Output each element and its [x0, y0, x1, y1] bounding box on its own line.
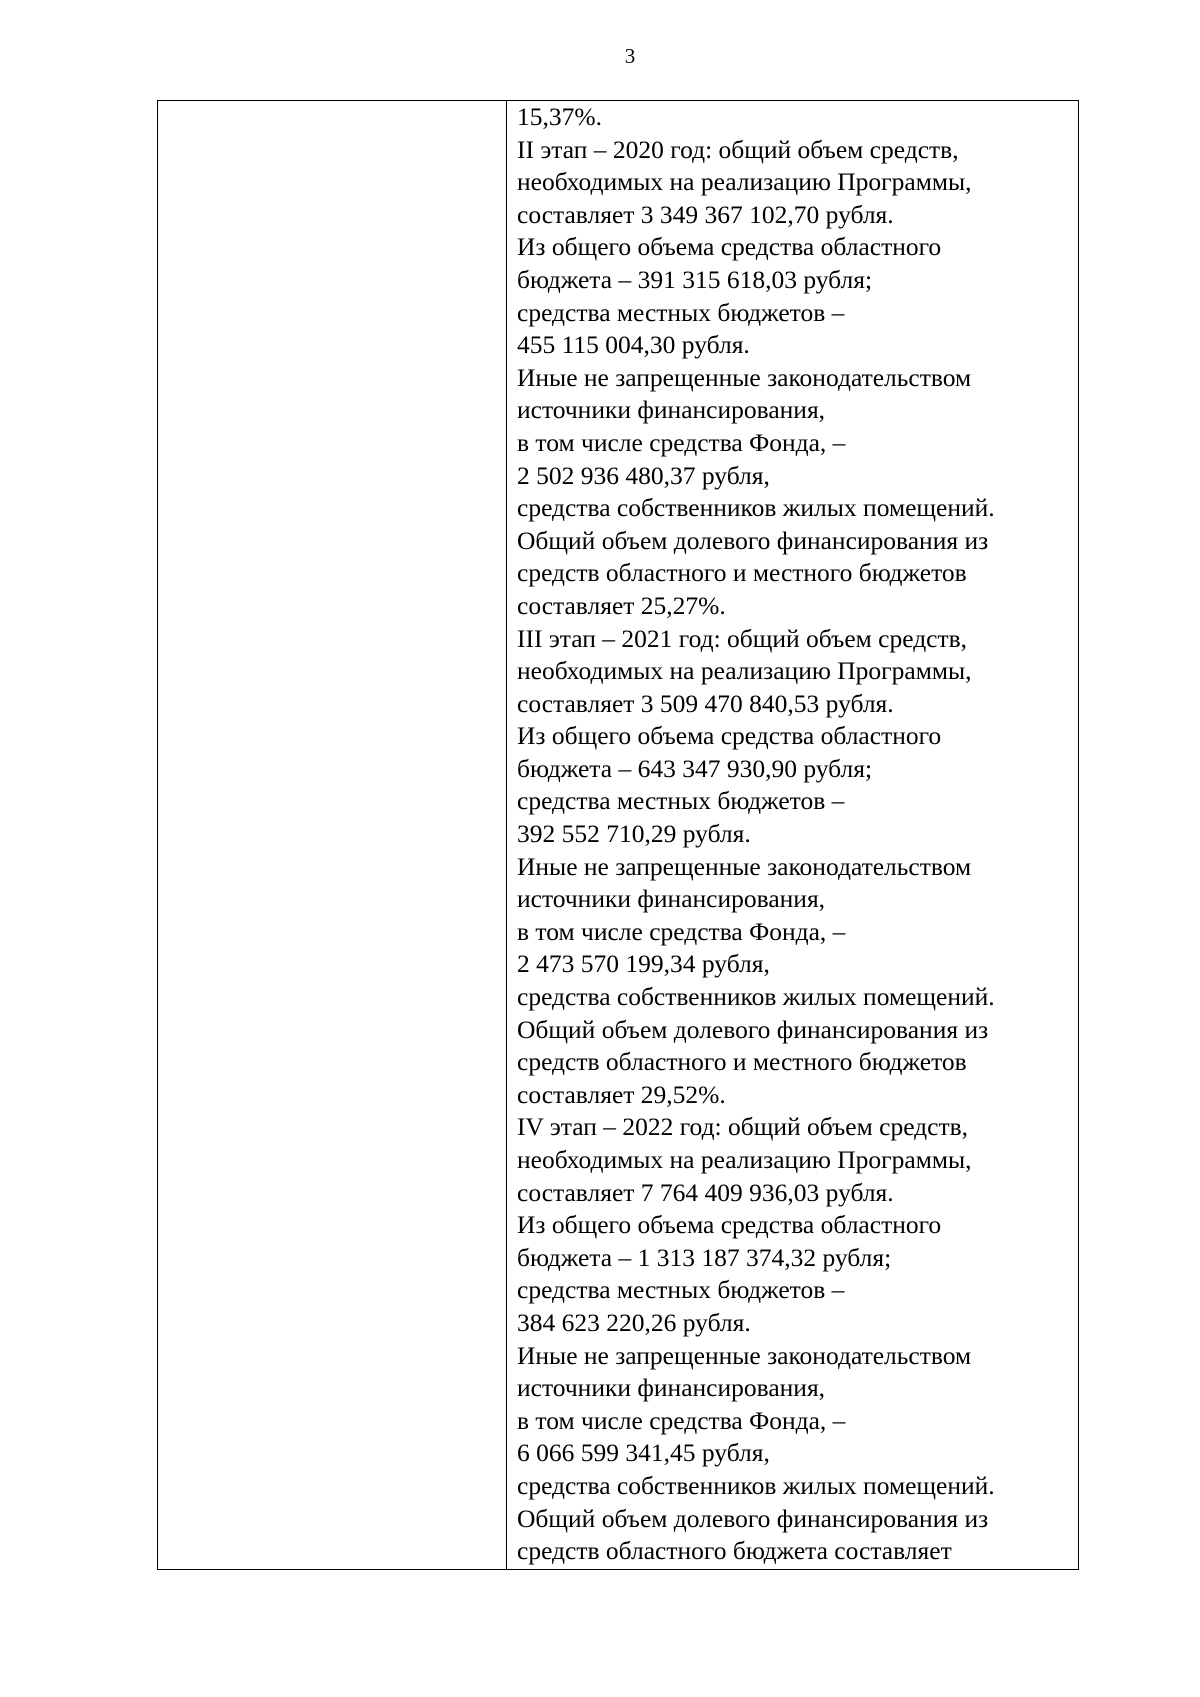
text-line: бюджета – 643 347 930,90 рубля;: [517, 753, 873, 783]
text-line: составляет 25,27%.: [517, 590, 726, 620]
text-line: 15,37%.: [517, 102, 602, 131]
text-line: Общий объем долевого финансирования из: [517, 1014, 989, 1044]
text-line: Иные не запрещенные законодательством: [517, 362, 972, 392]
text-line: составляет 3 509 470 840,53 рубля.: [517, 688, 894, 718]
text-line: источники финансирования,: [517, 395, 826, 425]
table-right-cell: [508, 101, 1078, 1569]
text-line: составляет 7 764 409 936,03 рубля.: [517, 1177, 894, 1207]
text-line: средства собственников жилых помещений.: [517, 982, 995, 1012]
text-line: 392 552 710,29 рубля.: [517, 819, 751, 849]
text-line: средства собственников жилых помещений.: [517, 1470, 995, 1500]
text-line: необходимых на реализацию Программы,: [517, 656, 972, 686]
text-line: Из общего объема средства областного: [517, 232, 942, 262]
text-line: средства собственников жилых помещений.: [517, 493, 995, 523]
text-line: Общий объем долевого финансирования из: [517, 1503, 989, 1533]
text-line: Иные не запрещенные законодательством: [517, 1340, 972, 1370]
text-line: составляет 3 349 367 102,70 рубля.: [517, 199, 894, 229]
text-line: Из общего объема средства областного: [517, 721, 942, 751]
text-line: средств областного бюджета составляет: [517, 1536, 952, 1566]
text-line: 384 623 220,26 рубля.: [517, 1307, 751, 1337]
text-line: средств областного и местного бюджетов: [517, 1047, 967, 1077]
text-line: 455 115 004,30 рубля.: [517, 330, 750, 360]
text-line: Из общего объема средства областного: [517, 1210, 942, 1240]
text-line: IV этап – 2022 год: общий объем средств,: [517, 1112, 969, 1142]
text-line: в том числе средства Фонда, –: [517, 916, 846, 946]
page-number: 3: [624, 44, 636, 68]
text-line: необходимых на реализацию Программы,: [517, 1145, 972, 1174]
text-line: в том числе средства Фонда, –: [517, 427, 846, 457]
text-line: в том числе средства Фонда, –: [517, 1405, 846, 1435]
table-left-cell: [158, 101, 506, 1569]
text-line: необходимых на реализацию Программы,: [517, 167, 972, 197]
text-line: 2 502 936 480,37 рубля,: [517, 460, 770, 490]
text-line: источники финансирования,: [517, 1373, 826, 1403]
text-line: средства местных бюджетов –: [517, 297, 845, 327]
text-line: источники финансирования,: [517, 884, 826, 914]
column-divider: [506, 101, 507, 1569]
program-funding-table: [157, 100, 1079, 1570]
text-line: составляет 29,52%.: [517, 1079, 726, 1109]
text-line: Общий объем долевого финансирования из: [517, 525, 989, 555]
text-line: средства местных бюджетов –: [517, 1275, 845, 1305]
text-line: бюджета – 391 315 618,03 рубля;: [517, 264, 873, 294]
text-line: Иные не запрещенные законодательством: [517, 851, 972, 881]
text-line: II этап – 2020 год: общий объем средств,: [517, 134, 959, 164]
text-line: III этап – 2021 год: общий объем средств,: [517, 623, 968, 653]
text-line: средства местных бюджетов –: [517, 786, 845, 816]
text-line: бюджета – 1 313 187 374,32 рубля;: [517, 1242, 892, 1272]
text-line: 2 473 570 199,34 рубля,: [517, 949, 770, 979]
text-line: средств областного и местного бюджетов: [517, 558, 967, 588]
text-line: 6 066 599 341,45 рубля,: [517, 1438, 770, 1468]
